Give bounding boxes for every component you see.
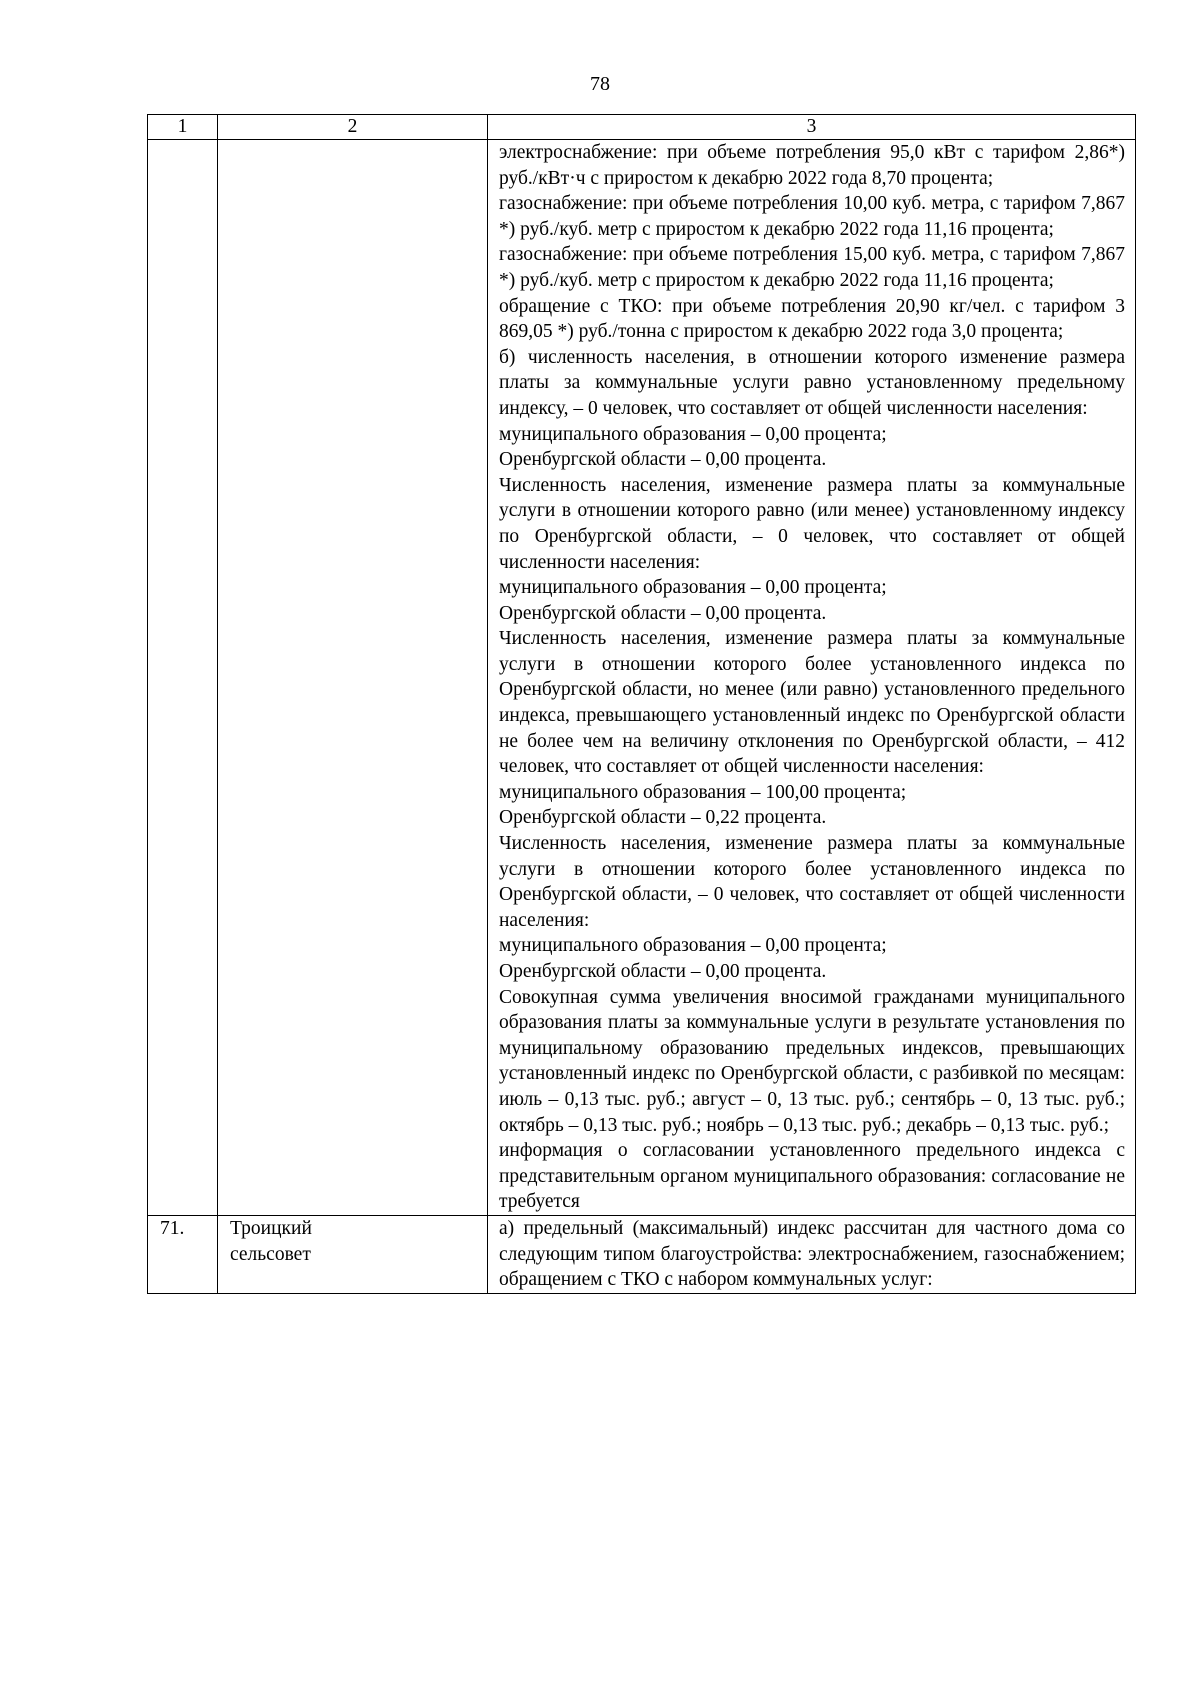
paragraph-population-between: Численность населения, изменение размера платы за коммунальные услуги в отношении которого более установленного индекса по Оренбургской области, но менее (или равно) установленного предельного индекса, превышающего установленный индекс по Оренбургской области не более чем на величину отклонения по Оренбургской области, – 412 человек, что составляет от общей численности населения:: [499, 628, 1125, 778]
table-header-row: [148, 115, 1136, 140]
row-text-cell: [488, 140, 1136, 1216]
page-number: 78: [590, 73, 610, 95]
paragraph-population-less: Численность населения, изменение размера платы за коммунальные услуги в отношении которого равно (или менее) установленному индексу по Оренбургской области, – 0 человек, что составляет от общей численности населения:: [499, 474, 1125, 573]
header-col-2: 2: [218, 115, 488, 140]
table-row-continued: [148, 140, 1136, 1216]
paragraph-municipal-share: муниципального образования – 0,00 процента;: [499, 935, 887, 957]
paragraph-municipal-share: муниципального образования – 0,00 процента;: [499, 577, 887, 599]
row-number-cell: [148, 140, 218, 1216]
paragraph-tko: обращение с ТКО: при объеме потребления 20,90 кг/чел. с тарифом 3 869,05 *) руб./тонна с приростом к декабрю 2022 года 3,0 процента;: [499, 295, 1125, 343]
paragraph-population-equal: б) численность населения, в отношении которого изменение размера платы за коммунальные услуги равно установленному предельному индексу, – 0 человек, что составляет от общей численности населения:: [499, 346, 1125, 419]
header-col-1: 1: [148, 115, 218, 140]
paragraph-region-share: Оренбургской области – 0,00 процента.: [499, 602, 827, 624]
paragraph-index-description: а) предельный (максимальный) индекс рассчитан для частного дома со следующим типом благоустройства: электроснабжением, газоснабжением; обращением с ТКО с набором коммунальных услуг:: [499, 1217, 1125, 1291]
paragraph-region-share: Оренбургской области – 0,22 процента.: [499, 807, 827, 829]
document-table: [147, 114, 1136, 1294]
paragraph-population-more: Численность населения, изменение размера платы за коммунальные услуги в отношении которого более установленного индекса по Оренбургской области, – 0 человек, что составляет от общей численности населения:: [499, 833, 1125, 931]
paragraph-agreement-info: информация о согласовании установленного предельного индекса с представительным органом муниципального образования: согласование не требуется: [499, 1140, 1125, 1213]
row-number-cell: 71.: [148, 1215, 218, 1293]
municipality-name-line1: Троицкий: [230, 1217, 312, 1239]
paragraph-region-share: Оренбургской области – 0,00 процента.: [499, 449, 827, 471]
header-col-3: 3: [488, 115, 1136, 140]
paragraph-gas-15: газоснабжение: при объеме потребления 15,00 куб. метра, с тарифом 7,867 *) руб./куб. метр с приростом к декабрю 2022 года 11,16 процента;: [499, 244, 1125, 291]
row-text-cell: [488, 1215, 1136, 1293]
paragraph-electricity: электроснабжение: при объеме потребления 95,0 кВт с тарифом 2,86*) руб./кВт·ч с приростом к декабрю 2022 года 8,70 процента;: [499, 142, 1125, 189]
row-name-cell: [218, 140, 488, 1216]
paragraph-municipal-share: муниципального образования – 100,00 процента;: [499, 781, 907, 803]
paragraph-region-share: Оренбургской области – 0,00 процента.: [499, 961, 827, 982]
row-name-cell: [218, 1215, 488, 1293]
municipality-name-line2: сельсовет: [230, 1243, 311, 1265]
paragraph-municipal-share: муниципального образования – 0,00 процента;: [499, 423, 887, 445]
table-row-71: [148, 1215, 1136, 1293]
paragraph-total-increase: Совокупная сумма увеличения вносимой гражданами муниципального образования платы за коммунальные услуги в результате установления по муниципальному образованию предельных индексов, превышающих установленный индекс по Оренбургской области, с разбивкой по месяцам: июль – 0,13 тыс. руб.; август – 0, 13 тыс. руб.; сентябрь – 0, 13 тыс. руб.; октябрь – 0,13 тыс. руб.; ноябрь – 0,13 тыс. руб.; декабрь – 0,13 тыс. руб.;: [499, 986, 1125, 1136]
paragraph-gas-10: газоснабжение: при объеме потребления 10,00 куб. метра, с тарифом 7,867 *) руб./куб. метр с приростом к декабрю 2022 года 11,16 процента;: [499, 193, 1125, 240]
